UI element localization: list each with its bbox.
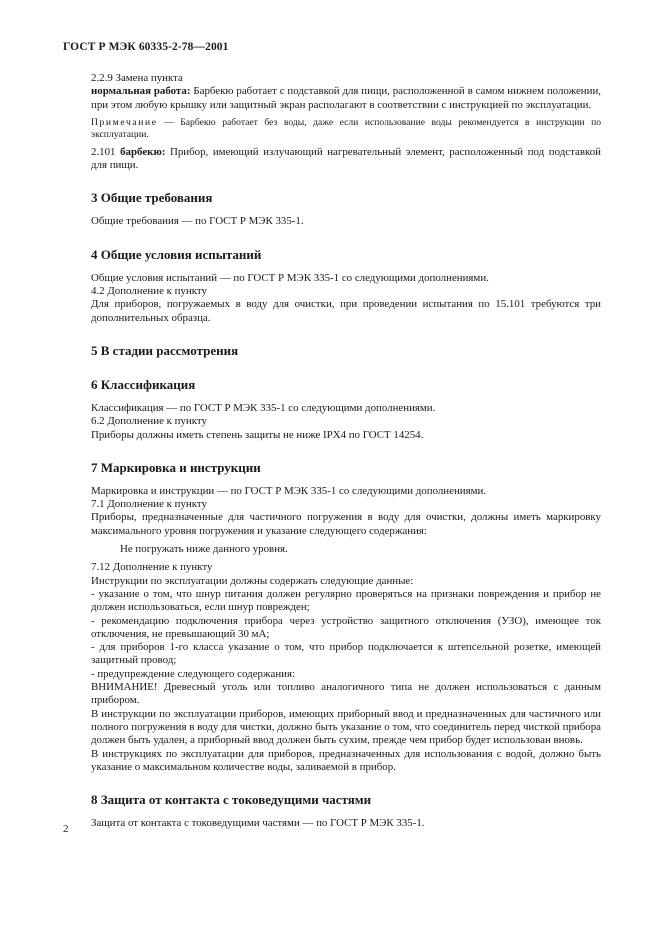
section-8-text: Защита от контакта с токоведущими частями — по ГОСТ Р МЭК 335-1.	[91, 817, 425, 830]
clause-6-2-text: Приборы должны иметь степень защиты не ниже IPX4 по ГОСТ 14254.	[91, 428, 424, 441]
clause-7-12-paragraph-3: В инструкциях по эксплуатации для приборов, предназначенных для использования с водой, должно быть указание о максимальном количестве воды, заливаемой в прибор.	[91, 747, 601, 773]
clause-6-2-title: 6.2 Дополнение к пункту	[91, 415, 207, 428]
clause-2-2-9-title: 2.2.9 Замена пункта	[91, 72, 183, 84]
clause-7-1-quote: Не погружать ниже данного уровня.	[120, 543, 288, 556]
page-number: 2	[63, 823, 69, 835]
section-6-heading: 6 Классификация	[91, 376, 196, 392]
section-7-heading: 7 Маркировка и инструкции	[91, 459, 261, 475]
running-header: ГОСТ Р МЭК 60335-2-78—2001	[63, 41, 229, 53]
clause-4-2-text: Для приборов, погружаемых в воду для очистки, при проведении испытания по 15.101 требуются три дополнительных образца.	[91, 298, 601, 324]
clause-7-12-item-2: - рекомендацию подключения прибора через устройство защитного отключения (УЗО), имеющее ток отключения, не превышающий 30 мА;	[91, 614, 601, 640]
clause-7-1-title: 7.1 Дополнение к пункту	[91, 498, 207, 511]
section-4-heading: 4 Общие условия испытаний	[91, 246, 262, 262]
clause-7-12-item-1: - указание о том, что шнур питания должен регулярно проверяться на признаки повреждения и прибор не должен использоваться, если шнур поврежден;	[91, 587, 601, 614]
clause-7-12-item-4: - предупреждение следующего содержания:	[91, 667, 296, 680]
section-8-heading: 8 Защита от контакта с токоведущими частями	[91, 792, 372, 808]
section-5-heading: 5 В стадии рассмотрения	[91, 342, 239, 358]
section-4-text: Общие условия испытаний — по ГОСТ Р МЭК 335-1 со следующими дополнениями.	[91, 271, 489, 284]
clause-7-12-item-3: - для приборов 1-го класса указание о том, что прибор подключается к штепсельной розетке, имеющей защитный провод;	[91, 641, 601, 667]
section-6-text: Классификация — по ГОСТ Р МЭК 335-1 со следующими дополнениями.	[91, 401, 436, 414]
clause-7-12-title: 7.12 Дополнение к пункту	[91, 561, 213, 574]
clause-2-101-number: 2.101	[91, 145, 121, 158]
note-text: — Барбекю работает без воды, даже если использование воды рекомендуется в инструкции по эксплуатации.	[91, 116, 601, 140]
clause-7-1-text: Приборы, предназначенные для частичного погружения в воду для очистки, должны иметь маркировку максимального уровня погружения и указание следующего содержания:	[91, 511, 601, 537]
section-3-heading: 3 Общие требования	[91, 190, 213, 206]
clause-7-12-intro: Инструкции по эксплуатации должны содержать следующие данные:	[91, 574, 414, 587]
clause-2-101	[91, 146, 601, 173]
clause-2-101-body: Прибор, имеющий излучающий нагревательный элемент, расположенный под подставкой для пищи.	[91, 145, 602, 172]
term-normal-operation: нормальная работа:	[91, 85, 191, 98]
clause-4-2-title: 4.2 Дополнение к пункту	[91, 285, 207, 298]
term-barbecue: барбекю:	[120, 145, 166, 158]
clause-2-2-9-text	[91, 85, 601, 112]
section-7-text: Маркировка и инструкции — по ГОСТ Р МЭК 335-1 со следующими дополнениями.	[91, 484, 487, 497]
clause-7-12-warning: ВНИМАНИЕ! Древесный уголь или топливо аналогичного типа не должен использоваться с данным прибором.	[91, 681, 601, 707]
note	[91, 117, 601, 141]
note-label: Примечание	[91, 116, 158, 128]
clause-2-2-9-body: Барбекю работает с подставкой для пищи, расположенной в самом нижнем положении, при этом любую крышку или защитный экран располагают в соответствии с инструкцией по эксплуатации.	[91, 85, 601, 111]
body-column	[91, 72, 601, 830]
clause-7-12-paragraph-2: В инструкции по эксплуатации приборов, имеющих приборный ввод и предназначенных для частичного или полного погружения в воду для чистки, должно быть указание о том, что соединитель перед чисткой прибора должен быть удален, а приборный ввод должен быть сухим, прежде чем прибор будет использован вновь.	[91, 707, 601, 747]
section-3-text: Общие требования — по ГОСТ Р МЭК 335-1.	[91, 215, 304, 228]
